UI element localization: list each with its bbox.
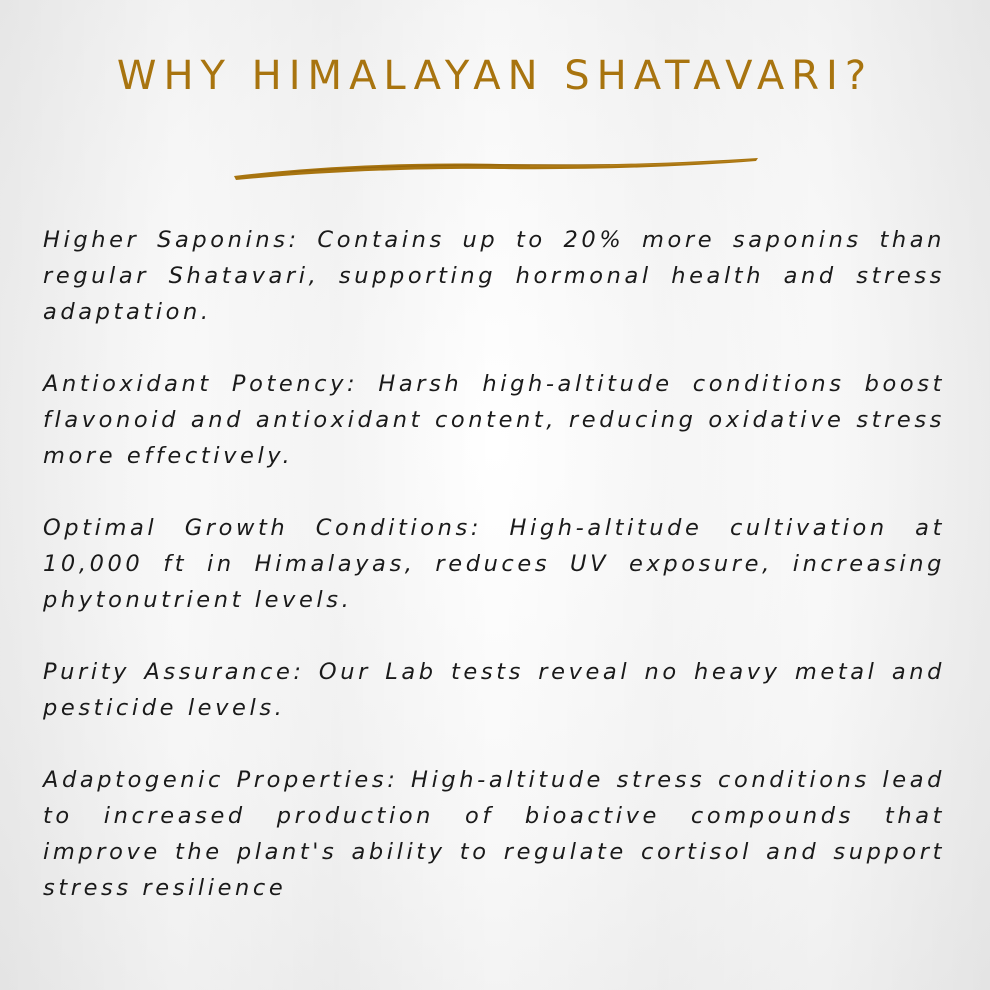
- gold-brush-stroke-divider: [230, 152, 760, 184]
- benefit-higher-saponins: Higher Saponins: Contains up to 20% more saponins than regular Shatavari, supporting hormonal health and stress adaptation.: [43, 227, 945, 325]
- benefits-list: [43, 222, 945, 906]
- benefit-antioxidant-potency: Antioxidant Potency: Harsh high-altitude conditions boost flavonoid and antioxidant content, reducing oxidative stress more effectively.: [43, 371, 945, 469]
- benefit-optimal-growth-conditions: Optimal Growth Conditions: High-altitude cultivation at 10,000 ft in Himalayas, reduces UV exposure, increasing phytonutrient levels.: [43, 515, 945, 613]
- benefit-purity-assurance: Purity Assurance: Our Lab tests reveal no heavy metal and pesticide levels.: [43, 659, 945, 721]
- page-title: WHY HIMALAYAN SHATAVARI?: [116, 52, 874, 99]
- benefit-adaptogenic-properties: Adaptogenic Properties: High-altitude stress conditions lead to increased production of bioactive compounds that improve the plant's ability to regulate cortisol and support stress resilience: [43, 767, 945, 901]
